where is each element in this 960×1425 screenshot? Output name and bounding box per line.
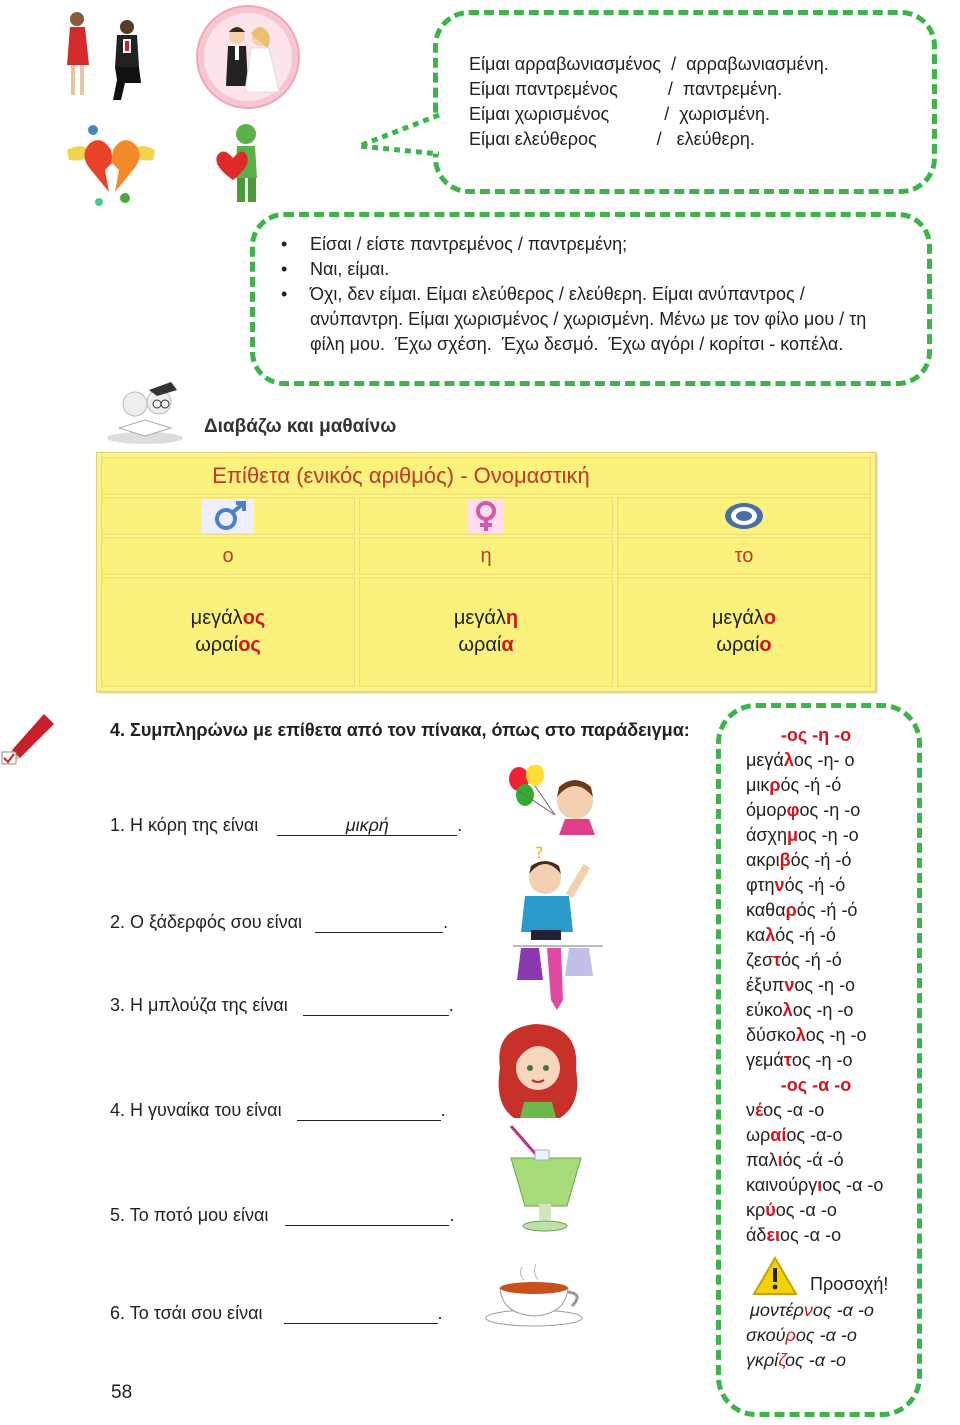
- article-masculine: ο: [222, 544, 234, 567]
- answer-blank[interactable]: [285, 1205, 449, 1226]
- exercise-item: 6. Το τσάι σου είναι .: [110, 1303, 443, 1323]
- dialog-bullet-text: Όχι, δεν είμαι. Είμαι ελεύθερος / ελεύθερη. Είμαι ανύπαντρος /: [310, 284, 805, 304]
- adjective-word: ωραίο: [716, 634, 772, 656]
- wordlist-item: δύσκολος -η -ο: [746, 1025, 867, 1045]
- attention-label: Προσοχή!: [810, 1274, 889, 1294]
- answer-blank[interactable]: [297, 1100, 441, 1121]
- wordlist-header: -ος -η -ο: [780, 725, 852, 745]
- exercise-sentence: 3. Η μπλούζα της είναι: [110, 995, 288, 1015]
- exercise-item: 3. Η μπλούζα της είναι .: [110, 995, 454, 1015]
- section-title: Διαβάζω και μαθαίνω: [204, 416, 397, 437]
- wordlist-item: φτηνός -ή -ό: [746, 875, 846, 895]
- exercise-item: 2. Ο ξάδερφός σου είναι .: [110, 912, 449, 932]
- table-title-cell: [101, 457, 871, 495]
- wordlist-item: μοντέρνος -α -ο: [750, 1300, 874, 1320]
- adjective-word: ωραίος: [195, 634, 261, 656]
- wordlist-item: σκούρος -α -ο: [746, 1325, 857, 1345]
- table-icon-cell: [359, 497, 613, 535]
- article-cell: [359, 537, 613, 575]
- answer-blank[interactable]: [303, 995, 449, 1016]
- adjective-word: ωραία: [458, 634, 514, 656]
- green-figure-heart-icon: [213, 122, 269, 204]
- wordlist-item: καινούργιος -α -ο: [746, 1175, 884, 1195]
- warning-icon: [752, 1256, 798, 1296]
- exercise-sentence: 2. Ο ξάδερφός σου είναι: [110, 912, 303, 932]
- answer-blank[interactable]: μικρή: [277, 815, 457, 836]
- exercise-sentence: 6. Το τσάι σου είναι: [110, 1303, 263, 1323]
- male-icon: [202, 499, 254, 533]
- wordlist-item: μικρός -ή -ό: [746, 775, 842, 795]
- article-cell: [101, 537, 355, 575]
- wordlist-item: άδειος -α -ο: [746, 1225, 842, 1245]
- wordlist-header: -ος -α -ο: [780, 1075, 852, 1095]
- woman-red-hair-illustration: [490, 1018, 585, 1120]
- exercise-title: 4. Συμπληρώνω με επίθετα από τον πίνακα, όπως στο παράδειγμα:: [110, 720, 690, 740]
- bubble-line: Είμαι ελεύθερος / ελεύθερη.: [469, 129, 755, 149]
- wordlist-item: καλός -ή -ό: [746, 925, 836, 945]
- pencil-icon: [0, 710, 58, 768]
- girl-balloons-illustration: [505, 765, 615, 835]
- dialog-bullet-text: Ναι, είμαι.: [310, 259, 390, 279]
- exercise-sentence: 4. Η γυναίκα του είναι: [110, 1100, 282, 1120]
- boy-question-illustration: [513, 840, 603, 940]
- wordlist-item: παλιός -ά -ό: [746, 1150, 844, 1170]
- broken-heart-icon: [65, 120, 157, 210]
- wedding-couple-icon: [195, 4, 301, 110]
- wordlist-item: κρύος -α -ο: [746, 1200, 837, 1220]
- speech-bubble-text: [469, 52, 829, 152]
- exercise-item: 1. Η κόρη της είναι μικρή .: [110, 815, 463, 835]
- article-neuter: το: [734, 544, 754, 567]
- dialog-list: [281, 232, 921, 357]
- dialog-bullet-text: Είσαι / είστε παντρεμένος / παντρεμένη;: [310, 234, 628, 254]
- wordlist-item: νέος -α -ο: [746, 1100, 825, 1120]
- adjective-cell: [617, 577, 871, 687]
- wordlist-item: ακριβός -ή -ό: [746, 850, 852, 870]
- dialog-bullet-text: ανύπαντρη. Είμαι χωρισμένος / χωρισμένη. Μένω με τον φίλο μου / τη: [310, 309, 867, 329]
- bubble-line: Είμαι χωρισμένος / χωρισμένη.: [469, 104, 771, 124]
- exercise-item: 5. Το ποτό μου είναι .: [110, 1205, 455, 1225]
- exercise-item: 4. Η γυναίκα του είναι .: [110, 1100, 446, 1120]
- bubble-line: Είμαι αρραβωνιασμένος / αρραβωνιασμένη.: [469, 54, 829, 74]
- adjective-word: μεγάλη: [453, 607, 519, 629]
- drink-glass-illustration: [505, 1122, 587, 1234]
- page-number: 58: [111, 1382, 133, 1403]
- tea-cup-illustration: [482, 1262, 592, 1328]
- wordlist-item: γεμάτος -η -ο: [746, 1050, 853, 1070]
- answer-blank[interactable]: [284, 1303, 438, 1324]
- adjective-word: μεγάλο: [711, 607, 777, 629]
- table-icon-cell: [617, 497, 871, 535]
- dialog-bullet-item: • Ναι, είμαι.: [281, 257, 921, 282]
- wordlist-item: όμορφος -η -ο: [746, 800, 861, 820]
- wordlist-item: γκρίζος -α -ο: [746, 1350, 846, 1370]
- wordlist-item: καθαρός -ή -ό: [746, 900, 858, 920]
- bubble-line: Είμαι παντρεμένος / παντρεμένη.: [469, 79, 783, 99]
- engagement-illustration: [55, 5, 155, 105]
- article-cell: [617, 537, 871, 575]
- wordlist-item: μεγάλος -η- ο: [746, 750, 855, 770]
- adjectives-table: [96, 452, 876, 692]
- reading-figure-icon: [105, 378, 185, 446]
- wordlist-item: εύκολος -η -ο: [746, 1000, 854, 1020]
- adjective-cell: [359, 577, 613, 687]
- dialog-bullet-item: • Όχι, δεν είμαι. Είμαι ελεύθερος / ελεύθερη. Είμαι ανύπαντρος / ανύπαντρη. Είμαι χωρισμένος / χωρισμένη. Μένω με τον φίλο μου / τη φίλη μου. Έχω σχέση. Έχω δεσμό. Έχω αγόρι / κορίτσι - κοπέλα.: [281, 282, 921, 357]
- attention-row: [746, 1248, 906, 1298]
- female-icon: [468, 499, 504, 533]
- wordlist-item: ζεστός -ή -ό: [746, 950, 842, 970]
- answer-blank[interactable]: [315, 912, 443, 933]
- table-icon-cell: [101, 497, 355, 535]
- clothes-illustration: [513, 940, 603, 1020]
- table-title: Επίθετα (ενικός αριθμός) - Ονομαστική: [212, 463, 590, 488]
- dialog-bullet-text: φίλη μου. Έχω σχέση. Έχω δεσμό. Έχω αγόρι / κορίτσι - κοπέλα.: [310, 334, 844, 354]
- wordlist-item: άσχημος -η -ο: [746, 825, 859, 845]
- article-feminine: η: [480, 544, 492, 567]
- exercise-sentence: 1. Η κόρη της είναι: [110, 815, 259, 835]
- wordlist-item: ωραίος -α-ο: [746, 1125, 843, 1145]
- svg-text:?: ?: [535, 843, 544, 862]
- wordlist-item: έξυπνος -η -ο: [746, 975, 856, 995]
- exercise-sentence: 5. Το ποτό μου είναι: [110, 1205, 269, 1225]
- speech-bubble-tail: [355, 110, 445, 160]
- adjective-word: μεγάλος: [190, 607, 266, 629]
- neuter-icon: [724, 501, 764, 531]
- dialog-bullet-item: • Είσαι / είστε παντρεμένος / παντρεμένη;: [281, 232, 921, 257]
- adjective-cell: [101, 577, 355, 687]
- wordlist: [746, 723, 906, 1373]
